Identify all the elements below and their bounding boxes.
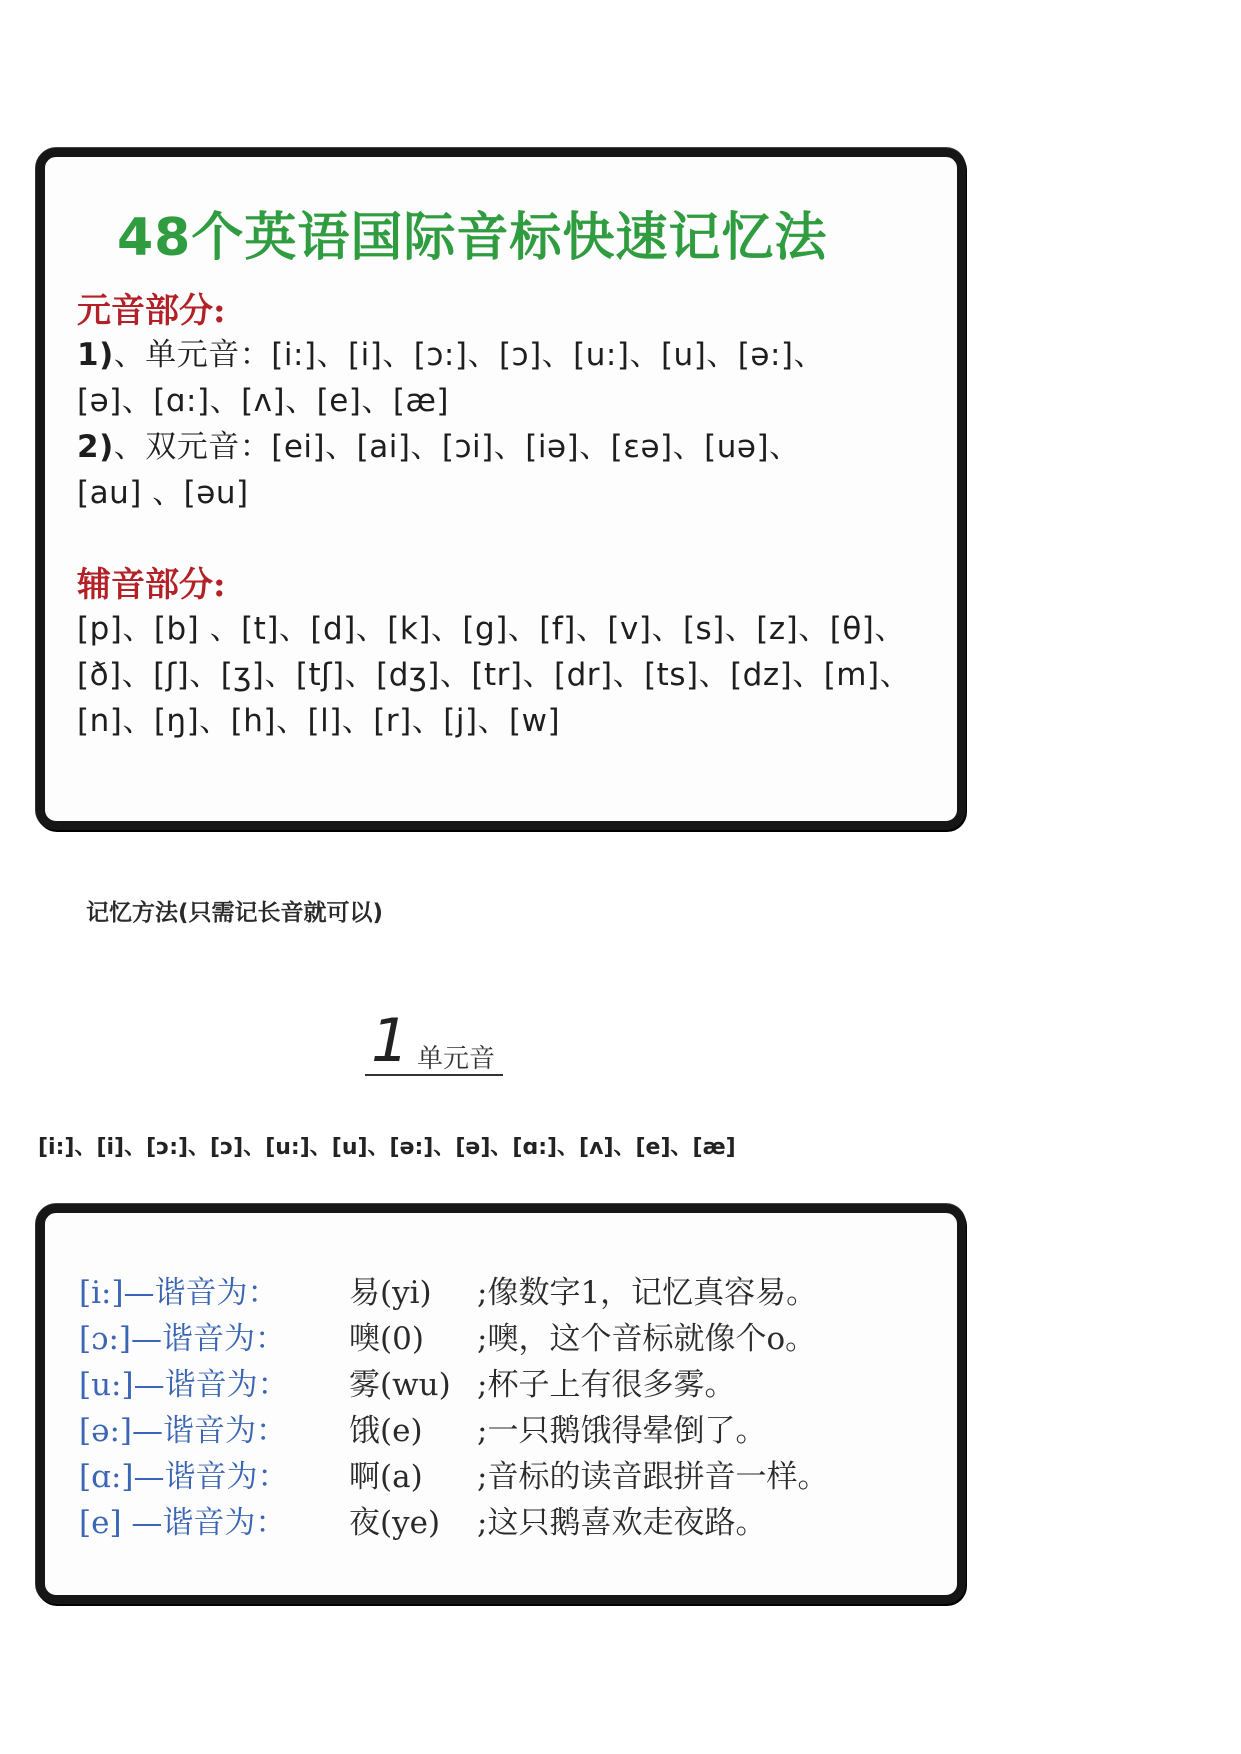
mnemonic-sound: 饿(e): [349, 1413, 423, 1449]
mnemonic-symbol: [i:]—谐音为：: [79, 1275, 279, 1311]
vowel-section-header: 元音部分:: [77, 291, 226, 331]
monophthong-list: [i:]、[i]、[ɔ:]、[ɔ]、[u:]、[u]、[ə:]、[ə]、[ɑ:]、[ʌ]、[e]、[æ]: [38, 1135, 736, 1160]
ipa-overview-card: [36, 148, 966, 830]
consonant-line-3: [n]、[ŋ]、[h]、[l]、[r]、[j]、[w]: [77, 703, 561, 739]
mnemonic-sound: 啊(a): [349, 1459, 423, 1495]
diphthong-symbols-1: [ei]、[ai]、[ɔi]、[iə]、[εə]、[uə]、: [271, 429, 801, 465]
monophthong-line-1: [77, 329, 825, 374]
diphthong-label: 、双元音：: [113, 429, 272, 465]
diphthong-line-1: [77, 421, 801, 466]
monophthong-symbols-2: [ə]、[ɑ:]、[ʌ]、[e]、[æ]: [77, 383, 449, 419]
mnemonic-sound: 噢(0): [349, 1321, 424, 1357]
consonant-line-1: [p]、[b] 、[t]、[d]、[k]、[g]、[f]、[v]、[s]、[z]、[θ]、: [77, 611, 906, 647]
mnemonic-symbol: [ə:]—谐音为：: [79, 1413, 287, 1449]
mnemonic-symbol: [ɑ:]—谐音为：: [79, 1459, 289, 1495]
mnemonic-description: ;一只鹅饿得晕倒了。: [477, 1413, 767, 1449]
section-1-title: [365, 1006, 503, 1076]
mnemonic-symbol: [u:]—谐音为：: [79, 1367, 289, 1403]
mnemonic-symbol: [ɔ:]—谐音为：: [79, 1321, 286, 1357]
mnemonic-description: ;像数字1，记忆真容易。: [477, 1275, 818, 1311]
section-number: 1: [371, 1006, 410, 1076]
monophthong-symbols-1: [i:]、[i]、[ɔ:]、[ɔ]、[u:]、[u]、[ə:]、: [271, 337, 825, 373]
method-heading: 记忆方法(只需记长音就可以): [86, 900, 384, 926]
mnemonic-sound: 夜(ye): [349, 1505, 441, 1541]
mnemonic-description: ;这只鹅喜欢走夜路。: [477, 1505, 767, 1541]
monophthong-label: 、单元音：: [113, 337, 272, 373]
card-title: 48个英语国际音标快速记忆法: [117, 208, 828, 268]
mnemonic-description: ;音标的读音跟拼音一样。: [477, 1459, 829, 1495]
mnemonic-symbol: [e] —谐音为：: [79, 1505, 287, 1541]
mnemonic-description: ;噢，这个音标就像个o。: [477, 1321, 817, 1357]
diphthong-symbols-2: [au] 、[əu]: [77, 475, 249, 511]
monophthong-number: 1): [77, 337, 114, 373]
mnemonic-sound: 易(yi): [349, 1275, 432, 1311]
mnemonic-sound: 雾(wu): [349, 1367, 451, 1403]
consonant-line-2: [ð]、[ʃ]、[ʒ]、[tʃ]、[dʒ]、[tr]、[dr]、[ts]、[dz]、[m]、: [77, 657, 912, 693]
section-label: 单元音: [417, 1044, 496, 1074]
mnemonic-description: ;杯子上有很多雾。: [477, 1367, 736, 1403]
mnemonic-card: [36, 1204, 966, 1604]
diphthong-number: 2): [77, 429, 114, 465]
consonant-section-header: 辅音部分:: [77, 565, 226, 605]
